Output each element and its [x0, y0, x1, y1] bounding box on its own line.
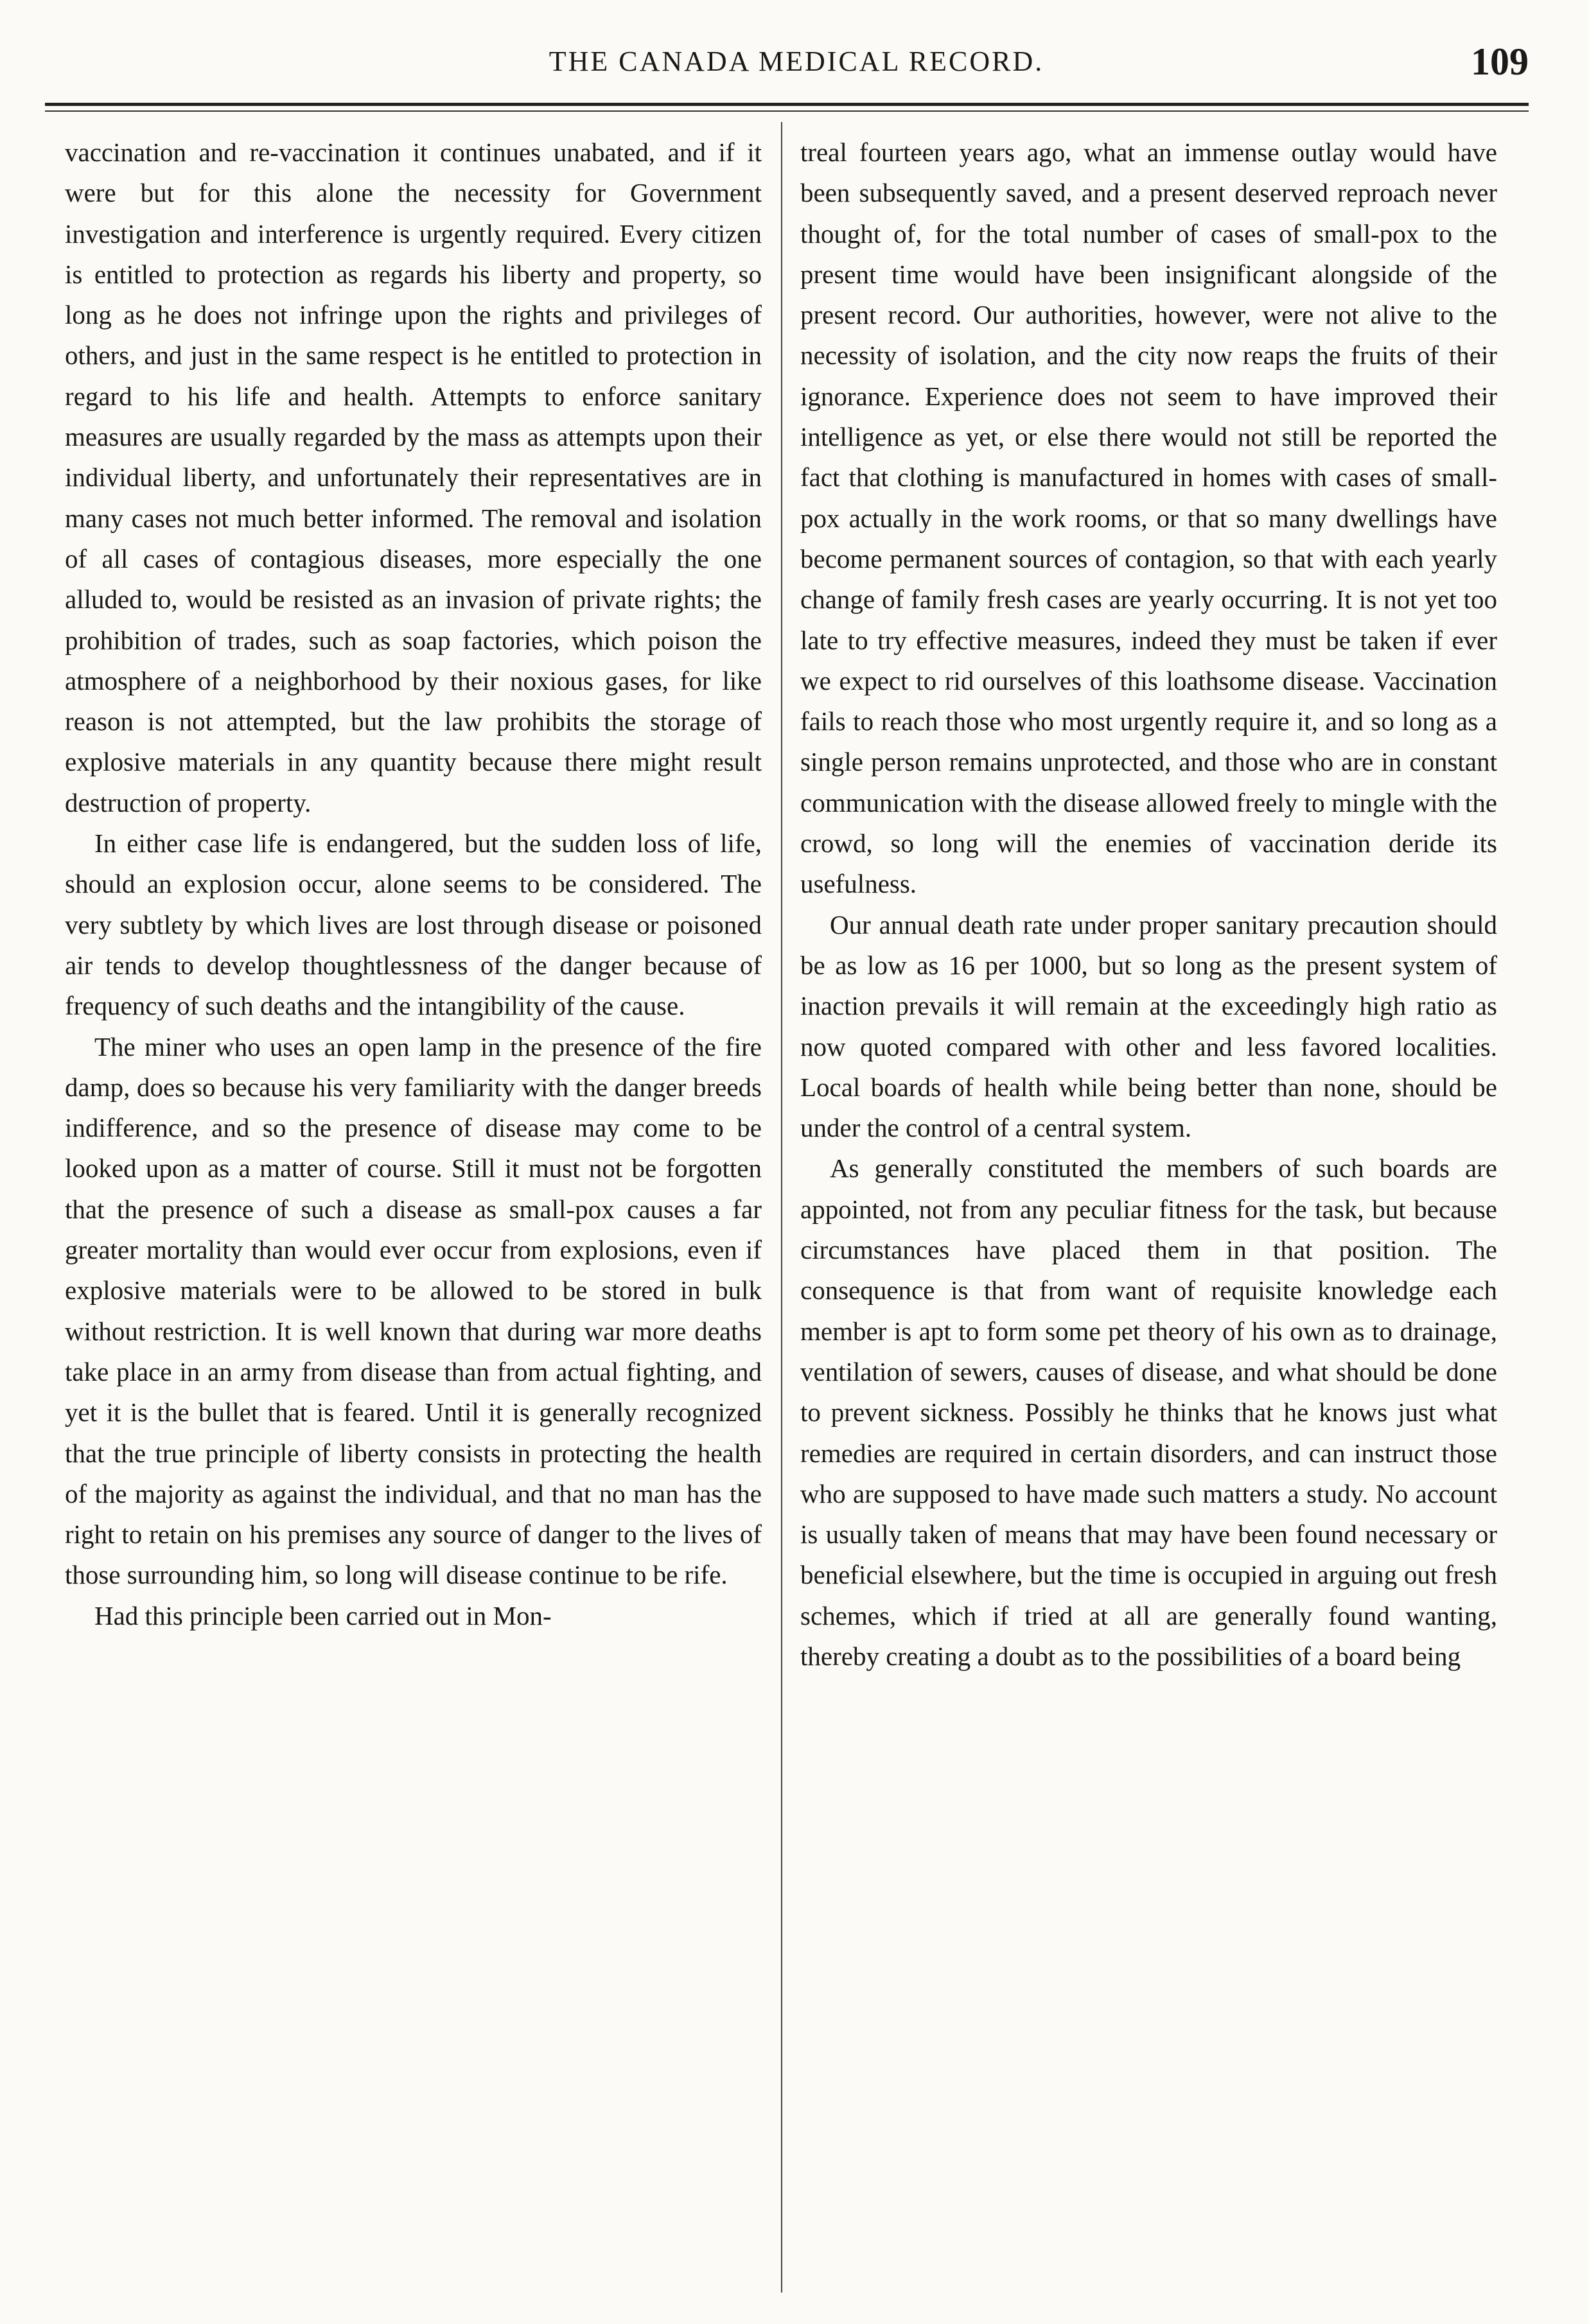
left-paragraph-2: In either case life is endangered, but the sudden loss of life, should an explosion occur, alone seems to be considered. The very subtlety by which lives are lost through disease or poisoned air tends to develop thoughtlessness of the danger because of frequency of such deaths and the intangibility of the cause. — [65, 828, 762, 1021]
page-header — [45, 40, 1548, 91]
page-number: 109 — [1471, 40, 1529, 83]
running-title: THE CANADA MEDICAL RECORD. — [549, 46, 1044, 77]
header-rule-thin — [45, 110, 1529, 112]
right-column — [800, 132, 1497, 2296]
header-rule-thick — [45, 103, 1529, 106]
left-paragraph-4: Had this principle been carried out in Mon- — [94, 1600, 552, 1630]
right-paragraph-2: Our annual death rate under proper sanitary precaution should be as low as 16 per 1000, but so long as the present system of inaction prevails it will remain at the exceedingly high ratio as now quoted compared with other and less favored localities. Local boards of health while being better than none, should be under the control of a central system. — [800, 909, 1497, 1143]
left-paragraph-1: vaccination and re-vaccination it continues unabated, and if it were but for this alone the necessity for Government investigation and interference is urgently required. Every citizen is entitled to protection as regards his liberty and property, so long as he does not infringe upon the rights and privileges of others, and just in the same respect is he entitled to protection in regard to his life and health. Attempts to enforce sanitary measures are usually regarded by the mass as attempts upon their individual liberty, and unfortunately their representatives are in many cases not much better informed. The removal and isolation of all cases of contagious diseases, more especially the one alluded to, would be resisted as an invasion of private rights; the prohibition of trades, such as soap factories, which poison the atmosphere of a neighborhood by their noxious gases, for like reason is not attempted, but the law prohibits the storage of explosive materials in any quantity because there might result destruction of property. — [65, 137, 762, 817]
column-divider — [781, 122, 782, 2293]
right-paragraph-3: As generally constituted the members of such boards are appointed, not from any peculiar fitness for the task, but because circumstances have placed them in that position. The consequence is that from want of requisite knowledge each member is apt to form some pet theory of his own as to drainage, ventilation of sewers, causes of disease, and what should be done to prevent sickness. Possibly he thinks that he knows just what remedies are required in certain disorders, and can instruct those who are supposed to have made such matters a study. No account is usually taken of means that may have been found necessary or beneficial elsewhere, but the time is occupied in arguing out fresh schemes, which if tried at all are generally found wanting, thereby creating a doubt as to the possibilities of a board being — [800, 1153, 1497, 1671]
left-column — [65, 132, 762, 2296]
left-paragraph-3: The miner who uses an open lamp in the presence of the fire damp, does so because his very familiarity with the danger breeds indifference, and so the presence of disease may come to be looked upon as a matter of course. Still it must not be forgotten that the presence of such a disease as small-pox causes a far greater mortality than would ever occur from explosions, even if explosive materials were to be allowed to be stored in bulk without restriction. It is well known that during war more deaths take place in an army from disease than from actual fighting, and yet it is the bullet that is feared. Until it is generally recognized that the true principle of liberty consists in protecting the health of the majority as against the individual, and that no man has the right to retain on his premises any source of danger to the lives of those surrounding him, so long will disease continue to be rife. — [65, 1031, 762, 1590]
right-paragraph-1: treal fourteen years ago, what an immense outlay would have been subsequently saved, and a present deserved reproach never thought of, for the total number of cases of small-pox to the present time would have been insignificant alongside of the present record. Our authorities, however, were not alive to the necessity of isolation, and the city now reaps the fruits of their ignorance. Experience does not seem to have improved their intelligence as yet, or else there would not still be reported the fact that clothing is manufactured in homes with cases of small-pox actually in the work rooms, or that so many dwellings have become permanent sources of contagion, so that with each yearly change of family fresh cases are yearly occurring. It is not yet too late to try effective measures, indeed they must be taken if ever we expect to rid ourselves of this loathsome disease. Vaccination fails to reach those who most urgently require it, and so long as a single person remains unprotected, and those who are in constant communication with the disease allowed freely to mingle with the crowd, so long will the enemies of vaccination deride its usefulness. — [800, 137, 1497, 899]
